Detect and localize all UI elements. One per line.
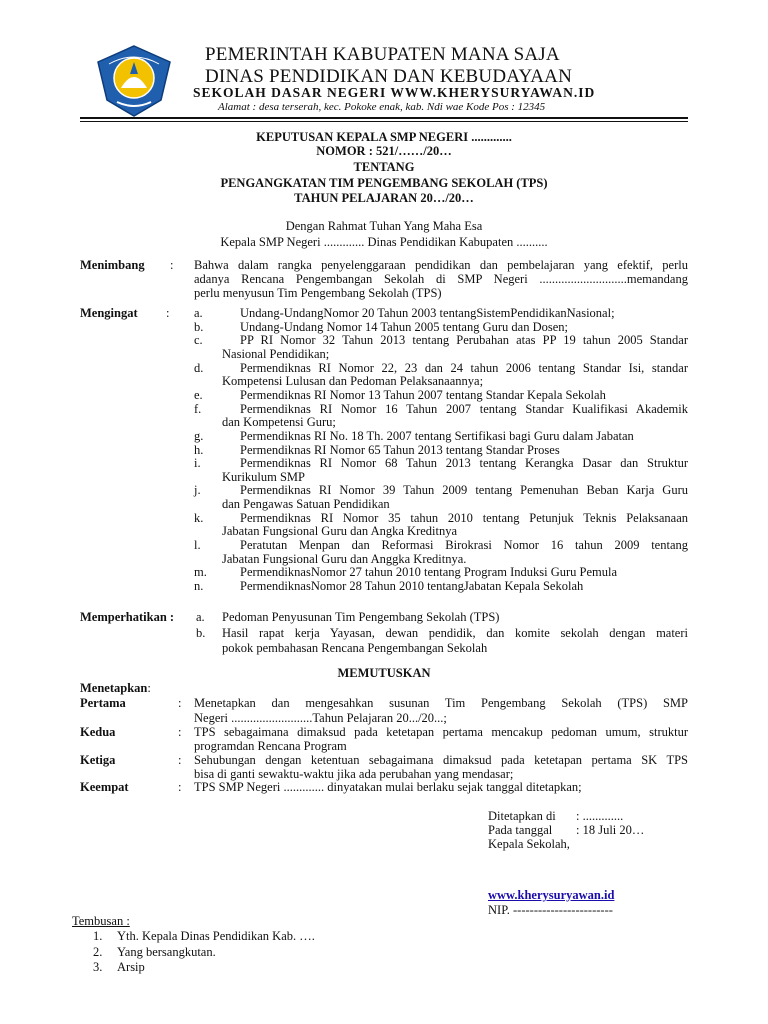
mengingat-item-marker: i. xyxy=(194,456,201,471)
kop-rule-thick xyxy=(80,117,688,119)
mengingat-item-text: Permendiknas RI Nomor 13 Tahun 2007 tentang Standar Kepala Sekolah xyxy=(240,387,606,402)
kop-line-2: DINAS PENDIDIKAN DAN KEBUDAYAAN xyxy=(205,66,573,87)
pertama-line-1: Menetapkan dan mengesahkan susunan Tim Pengembang Sekolah (TPS) SMP xyxy=(194,696,688,710)
kop-address: Alamat : desa terserah, kec. Pokoke enak, kab. Ndi wae Kode Pos : 12345 xyxy=(218,101,546,113)
mengingat-item-text: dan Kompetensi Guru; xyxy=(222,415,336,430)
kop-line-3: SEKOLAH DASAR NEGERI WWW.KHERYSURYAWAN.ID xyxy=(193,85,596,100)
tembusan-item-marker: 3. xyxy=(93,960,103,974)
menimbang-line-2: adanya Rencana Pengembangan Sekolah di SMP Negeri ............................memandang xyxy=(194,272,688,286)
kop-line-1: PEMERINTAH KABUPATEN MANA SAJA xyxy=(205,44,560,65)
pertama-line-2: Negeri ..........................Tahun Pelajaran 20.../20...; xyxy=(194,711,447,725)
mengingat-item-text: Permendiknas RI Nomor 16 Tahun 2007 tentang Standar Kualifikasi Akademik xyxy=(240,401,688,416)
ketiga-colon: : xyxy=(178,753,182,767)
mengingat-item-text: Undang-UndangNomor 20 Tahun 2003 tentangSistemPendidikanNasional; xyxy=(240,306,615,320)
title-tentang: TENTANG xyxy=(353,160,415,174)
title-keputusan: KEPUTUSAN KEPALA SMP NEGERI ............. xyxy=(256,130,512,144)
mengingat-item-text: Jabatan Fungsional Guru dan Angka Kreditnya xyxy=(222,524,458,539)
menetapkan-label: Menetapkan: xyxy=(80,681,151,695)
memperhatikan-item-text: pokok pembahasan Rencana Pengembangan Sekolah xyxy=(222,641,488,655)
mengingat-item-marker: c. xyxy=(194,333,203,348)
mengingat-item-marker: k. xyxy=(194,510,204,525)
mengingat-item-marker: j. xyxy=(194,483,201,498)
mengingat-item-marker: l. xyxy=(194,538,201,553)
kop-rule-thin xyxy=(80,121,688,122)
mengingat-item-text: PermendiknasNomor 28 Tahun 2010 tentangJabatan Kepala Sekolah xyxy=(240,579,584,593)
pertama-colon: : xyxy=(178,696,182,710)
rahmat-line: Dengan Rahmat Tuhan Yang Maha Esa xyxy=(285,219,483,233)
tembusan-item-marker: 2. xyxy=(93,944,103,959)
mengingat-item-text: Undang-Undang Nomor 14 Tahun 2005 tentang Guru dan Dosen; xyxy=(240,319,569,334)
tembusan-label: Tembusan : xyxy=(72,914,130,928)
keempat-label: Keempat xyxy=(80,780,129,794)
tanggal-label: Pada tanggal xyxy=(488,823,553,837)
memperhatikan-item-marker: a. xyxy=(196,610,205,624)
mengingat-item-text: Permendiknas RI Nomor 65 Tahun 2013 tentang Standar Proses xyxy=(240,442,560,457)
nama-kepala-link[interactable]: www.kherysuryawan.id xyxy=(488,888,615,902)
keempat-colon: : xyxy=(178,780,182,794)
menimbang-line-1: Bahwa dalam rangka penyelenggaraan pendidikan dan pembelajaran yang efektif, perlu xyxy=(194,258,688,272)
tembusan-item-text: Arsip xyxy=(117,960,145,974)
mengingat-item-text: Kurikulum SMP xyxy=(222,469,306,484)
mengingat-item-text: Permendiknas RI Nomor 35 tahun 2010 tentang Petunjuk Teknis Pelaksanaan xyxy=(240,510,688,525)
kedua-line-1: TPS sebagaimana dimaksud pada ketetapan pertama mencakup pedoman umum, struktur xyxy=(194,725,688,739)
mengingat-item-text: Jabatan Fungsional Guru dan Anggka Kreditnya. xyxy=(222,551,467,566)
mengingat-item-marker: a. xyxy=(194,306,203,320)
ketiga-line-2: bisa di ganti sewaktu-waktu jika ada perubahan yang mendasar; xyxy=(194,767,514,781)
memperhatikan-label: Memperhatikan : xyxy=(80,610,175,624)
mengingat-item-text: Nasional Pendidikan; xyxy=(222,346,330,361)
tembusan-item-text: Yang bersangkutan. xyxy=(117,944,216,959)
memutuskan-heading: MEMUTUSKAN xyxy=(337,666,431,680)
menimbang-label: Menimbang xyxy=(80,258,145,272)
mengingat-item-marker: b. xyxy=(194,319,204,334)
memperhatikan-item-text: Hasil rapat kerja Yayasan, dewan pendidik, dan komite sekolah dengan materi xyxy=(222,625,688,640)
pertama-label: Pertama xyxy=(80,696,126,710)
title-nomor: NOMOR : 521/……/20… xyxy=(316,144,452,158)
mengingat-item-marker: h. xyxy=(194,442,204,457)
mengingat-item-text: Permendiknas RI Nomor 22, 23 dan 24 tahun 2006 tentang Standar Isi, standar xyxy=(240,360,688,375)
tanggal-value: : 18 Juli 20… xyxy=(576,823,645,837)
mengingat-label: Mengingat xyxy=(80,306,138,320)
mengingat-item-marker: g. xyxy=(194,428,204,443)
menimbang-line-3: perlu menyusun Tim Pengembang Sekolah (TPS) xyxy=(194,286,442,300)
jabatan-kepala: Kepala Sekolah, xyxy=(488,837,570,851)
tut-wuri-logo xyxy=(95,44,173,118)
title-tahun: TAHUN PELAJARAN 20…/20… xyxy=(294,191,474,205)
memperhatikan-item-marker: b. xyxy=(196,625,206,640)
mengingat-item-text: PermendiknasNomor 27 tahun 2010 tentang Program Induksi Guru Pemula xyxy=(240,565,618,580)
ketiga-label: Ketiga xyxy=(80,753,116,767)
menimbang-colon: : xyxy=(170,258,174,272)
mengingat-item-text: PP RI Nomor 32 Tahun 2013 tentang Perubahan atas PP 19 tahun 2005 Standar xyxy=(240,333,688,348)
nip-line: NIP. ------------------------ xyxy=(488,903,613,917)
memperhatikan-item-text: Pedoman Penyusunan Tim Pengembang Sekolah (TPS) xyxy=(222,610,500,624)
ditetapkan-label: Ditetapkan di xyxy=(488,809,556,823)
mengingat-item-text: Kompetensi Lulusan dan Pedoman Pelaksanaannya; xyxy=(222,374,484,389)
mengingat-item-marker: n. xyxy=(194,579,204,593)
mengingat-item-text: Peratutan Menpan dan Reformasi Birokrasi Nomor 16 tahun 2009 tentang xyxy=(240,538,688,553)
mengingat-item-marker: e. xyxy=(194,387,203,402)
ditetapkan-value: : ............. xyxy=(576,809,624,823)
mengingat-item-marker: f. xyxy=(194,401,202,416)
kedua-label: Kedua xyxy=(80,725,116,739)
mengingat-item-text: Permendiknas RI Nomor 68 Tahun 2013 tentang Kerangka Dasar dan Struktur xyxy=(240,456,688,471)
mengingat-item-text: dan Pengawas Satuan Pendidikan xyxy=(222,497,390,512)
mengingat-item-marker: d. xyxy=(194,360,204,375)
mengingat-item-text: Permendiknas RI Nomor 39 Tahun 2009 tentang Pemenuhan Beban Karja Guru xyxy=(240,483,688,498)
kedua-colon: : xyxy=(178,725,182,739)
title-perihal: PENGANGKATAN TIM PENGEMBANG SEKOLAH (TPS) xyxy=(220,176,548,190)
kedua-line-2: programdan Rencana Program xyxy=(194,739,347,753)
mengingat-item-marker: m. xyxy=(194,565,207,580)
ketiga-line-1: Sehubungan dengan ketentuan sebagaimana dimaksud pada ketetapan pertama SK TPS xyxy=(194,753,688,767)
tembusan-item-text: Yth. Kepala Dinas Pendidikan Kab. …. xyxy=(117,929,315,943)
keempat-line-1: TPS SMP Negeri ............. dinyatakan mulai berlaku sejak tanggal ditetapkan; xyxy=(194,780,582,794)
kepala-line: Kepala SMP Negeri ............. Dinas Pendidikan Kabupaten .......... xyxy=(220,235,548,249)
mengingat-item-text: Permendiknas RI No. 18 Th. 2007 tentang Sertifikasi bagi Guru dalam Jabatan xyxy=(240,428,634,443)
tembusan-item-marker: 1. xyxy=(93,929,103,943)
mengingat-colon: : xyxy=(166,306,170,320)
